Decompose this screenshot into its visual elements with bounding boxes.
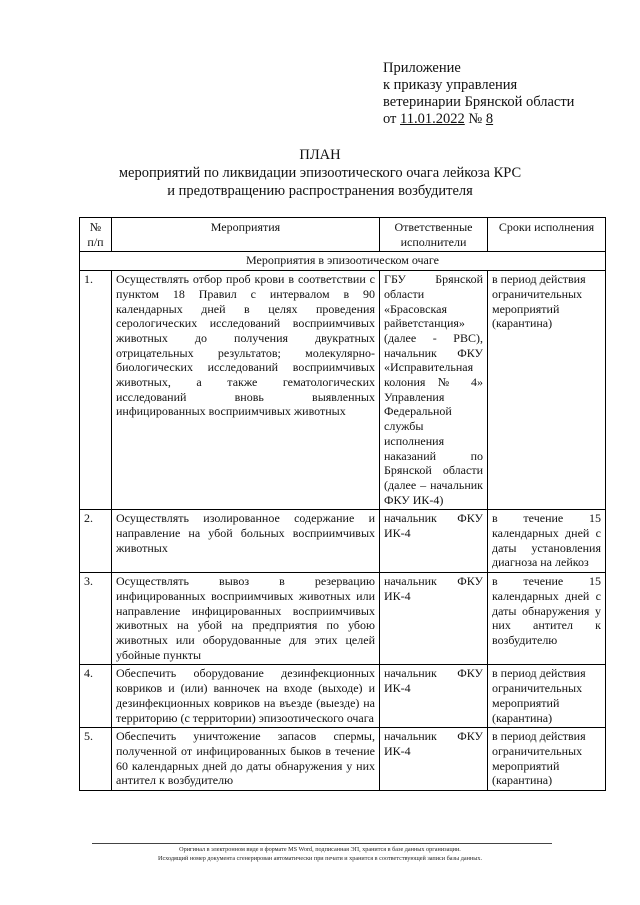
row-responsible: начальник ФКУ ИК-4: [380, 665, 488, 728]
table-row: [80, 510, 606, 573]
footer-divider: [92, 843, 552, 844]
row-deadline: в период действия ограничительных мероприятий (карантина): [488, 728, 606, 791]
table-row: [80, 665, 606, 728]
header-responsible: Ответственные исполнители: [380, 218, 488, 252]
row-deadline: в период действия ограничительных мероприятий (карантина): [488, 271, 606, 510]
table-header-row: [80, 218, 606, 252]
annex-line-2: к приказу управления: [383, 77, 518, 93]
row-number: 4.: [80, 665, 112, 728]
annex-block: [383, 60, 574, 128]
row-responsible: ГБУ Брянской области «Брасовская райветстанция» (далее - РВС), начальник ФКУ «Исправительная колония № 4» Управления Федеральной службы исполнения наказаний по Брянской области (далее – начальник ФКУ ИК-4): [380, 271, 488, 510]
annex-date-line: [383, 111, 574, 128]
row-measure: Обеспечить уничтожение запасов спермы, полученной от инфицированных быков в течение 60 календарных дней до даты обнаружения у них антител к возбудителю: [112, 728, 380, 791]
table-row: [80, 573, 606, 665]
row-number: 2.: [80, 510, 112, 573]
table-row: [80, 271, 606, 510]
row-measure: Осуществлять вывоз в резервацию инфицированных восприимчивых животных или направление инфицированных восприимчивых животных на убой на предприятия по убою животных или оборудованные для этих целей убойные пункты: [112, 573, 380, 665]
row-responsible: начальник ФКУ ИК-4: [380, 728, 488, 791]
row-responsible: начальник ФКУ ИК-4: [380, 510, 488, 573]
row-number: 1.: [80, 271, 112, 510]
annex-line-3: ветеринарии Брянской области: [383, 94, 575, 110]
row-measure: Осуществлять отбор проб крови в соответствии с пунктом 18 Правил с интервалом в 90 календарных дней в целях проведения серологических исследований восприимчивых животных до получения двукратных отрицательных результатов; молекулярно-биологических исследований восприимчивых животных, а также гематологических исследований вновь выявленных инфицированных восприимчивых животных: [112, 271, 380, 510]
footer-line-2: Исходящий номер документа сгенерирован автоматически при печати и хранится в соответствующей записи базы данных.: [157, 855, 483, 862]
title-line-3: и предотвращению распространения возбудителя: [167, 183, 473, 199]
row-deadline: в период действия ограничительных мероприятий (карантина): [488, 665, 606, 728]
header-measures: Мероприятия: [112, 218, 380, 252]
annex-date-prefix: от: [383, 111, 401, 127]
row-deadline: в течение 15 календарных дней с даты установления диагноза на лейкоз: [488, 510, 606, 573]
row-measure: Осуществлять изолированное содержание и направление на убой больных восприимчивых животных: [112, 510, 380, 573]
section-row: [80, 252, 606, 271]
title-line-2: мероприятий по ликвидации эпизоотического очага лейкоза КРС: [118, 165, 522, 181]
section-title: Мероприятия в эпизоотическом очаге: [80, 252, 606, 271]
document-title: [0, 146, 640, 200]
table-row: [80, 728, 606, 791]
row-number: 3.: [80, 573, 112, 665]
footer-line-1: Оригинал в электронном виде в формате MS Word, подписанная ЭП, хранится в базе данных организации.: [179, 846, 461, 853]
annex-line-1: Приложение: [383, 60, 461, 76]
annex-date: 11.01.2022: [400, 111, 465, 127]
header-deadlines: Сроки исполнения: [488, 218, 606, 252]
row-measure: Обеспечить оборудование дезинфекционных ковриков и (или) ванночек на входе (выходе) и дезинфекционных ковриков на въезде (выезде) на территорию (с территории) эпизоотического очага: [112, 665, 380, 728]
footer-note: [0, 845, 640, 863]
header-num: № п/п: [80, 218, 112, 252]
row-deadline: в течение 15 календарных дней с даты обнаружения у них антител к возбудителю: [488, 573, 606, 665]
plan-table: [79, 217, 606, 791]
row-number: 5.: [80, 728, 112, 791]
annex-number-prefix: №: [464, 111, 486, 127]
annex-number: 8: [485, 111, 494, 127]
title-line-1: ПЛАН: [299, 147, 341, 163]
row-responsible: начальник ФКУ ИК-4: [380, 573, 488, 665]
